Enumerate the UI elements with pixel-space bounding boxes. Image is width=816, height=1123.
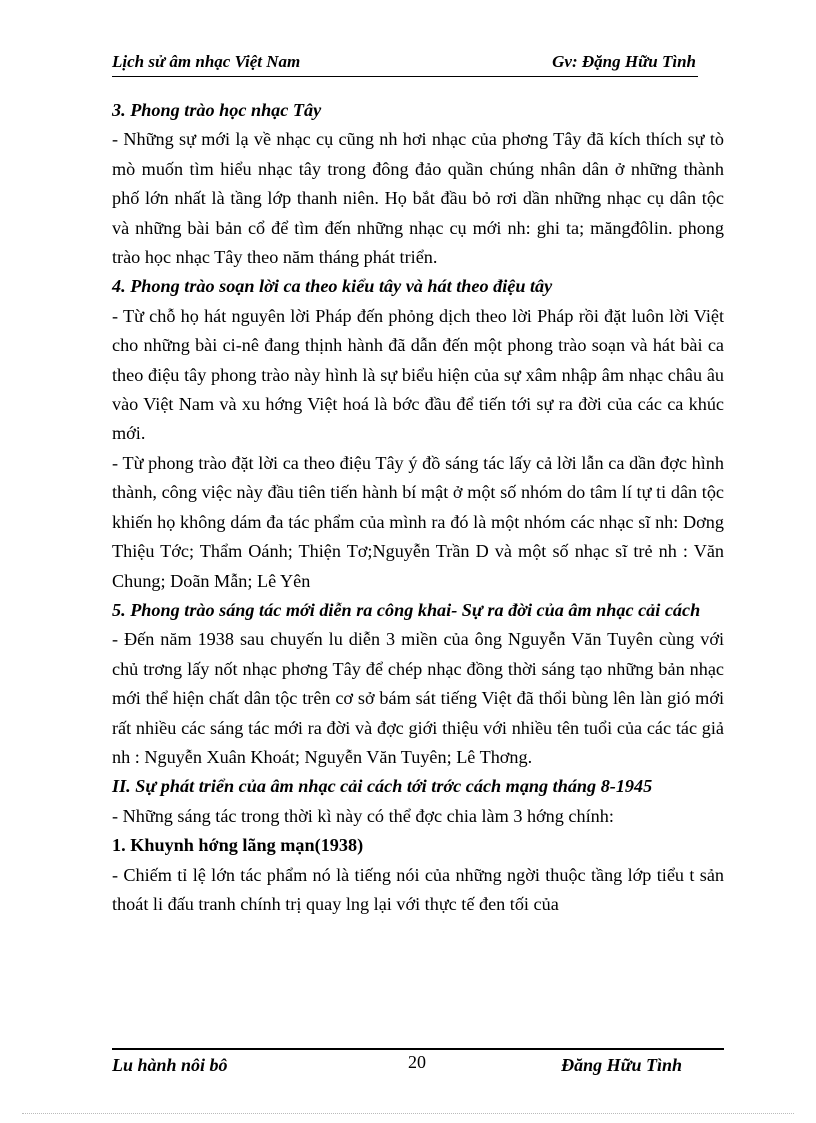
header-divider bbox=[112, 76, 698, 77]
footer-author: Đăng Hữu Tình bbox=[561, 1055, 682, 1075]
paragraph: - Những sáng tác trong thời kì này có thể đợc chia làm 3 hớng chính: bbox=[112, 805, 614, 826]
page-number: 20 bbox=[408, 1052, 426, 1072]
page-header bbox=[112, 52, 696, 74]
paragraph: - Từ chỗ họ hát nguyên lời Pháp đến phỏng dịch theo lời Pháp rồi đặt luôn lời Việt cho những bài ci-nê đang thịnh hành đã dẫn đến một phong trào soạn và hát bài ca theo điệu tây phong trào này hình là sự biểu hiện của sự xâm nhập âm nhạc châu âu vào Việt Nam và xu hớng Việt hoá là bớc đầu để tiến tới sự ra đời của các ca khúc mới. bbox=[112, 305, 724, 444]
paragraph: - Từ phong trào đặt lời ca theo điệu Tây ý đồ sáng tác lấy cả lời lẫn ca dần đợc hình thành, công việc này đầu tiên tiến hành bí mật ở một số nhóm do tâm lí tự ti dân tộc khiến họ không dám đa tác phẩm của mình ra đó là một nhóm các nhạc sĩ nh: Dơng Thiệu Tớc; Thẩm Oánh; Thiện Tơ;Nguyễn Trần D và một số nhạc sĩ trẻ nh : Văn Chung; Doãn Mẫn; Lê Yên bbox=[112, 452, 724, 591]
header-title: Lịch sử âm nhạc Việt Nam bbox=[112, 52, 301, 71]
section-heading-4: 4. Phong trào soạn lời ca theo kiểu tây và hát theo điệu tây bbox=[112, 276, 553, 297]
footer-divider bbox=[112, 1048, 724, 1050]
page-footer bbox=[112, 1052, 682, 1079]
paragraph: - Những sự mới lạ về nhạc cụ cũng nh hơi nhạc của phơng Tây đã kích thích sự tò mò muốn tìm hiểu nhạc tây trong đông đảo quần chúng nhân dân ở những thành phố lớn nhất là tầng lớp thanh niên. Họ bắt đầu bỏ rơi dần những nhạc cụ dân tộc và những bài bản cổ để tìm đến những nhạc cụ mới nh: ghi ta; măngđôlin. phong trào học nhạc Tây theo năm tháng phát triển. bbox=[112, 129, 724, 268]
subsection-heading-1: 1. Khuynh hớng lãng mạn(1938) bbox=[112, 835, 364, 856]
footer-note: Lu hành nôi bô bbox=[112, 1055, 228, 1075]
section-heading-3: 3. Phong trào học nhạc Tây bbox=[112, 100, 322, 120]
section-heading-5: 5. Phong trào sáng tác mới diễn ra công khai- Sự ra đời của âm nhạc cải cách bbox=[112, 599, 701, 620]
header-author: Gv: Đặng Hữu Tình bbox=[552, 52, 696, 71]
page-edge-dotted-line bbox=[22, 1113, 794, 1114]
document-body bbox=[112, 96, 724, 919]
paragraph: - Chiếm tỉ lệ lớn tác phẩm nó là tiếng nói của những ngời thuộc tầng lớp tiểu t sản thoát li đấu tranh chính trị quay lng lại với thực tế đen tối của bbox=[112, 864, 724, 914]
section-heading-II: II. Sự phát triển của âm nhạc cải cách tới trớc cách mạng tháng 8-1945 bbox=[112, 776, 653, 797]
paragraph: - Đến năm 1938 sau chuyến lu diễn 3 miền của ông Nguyễn Văn Tuyên cùng với chủ trơng lấy nốt nhạc phơng Tây để chép nhạc đồng thời sáng tạo những bản nhạc mới thể hiện chất dân tộc trên cơ sở bám sát tiếng Việt đã thổi bùng lên làn gió mới rất nhiều các sáng tác mới ra đời và đợc giới thiệu với nhiều tên tuổi của các tác giả nh : Nguyễn Xuân Khoát; Nguyễn Văn Tuyên; Lê Thơng. bbox=[112, 629, 724, 767]
